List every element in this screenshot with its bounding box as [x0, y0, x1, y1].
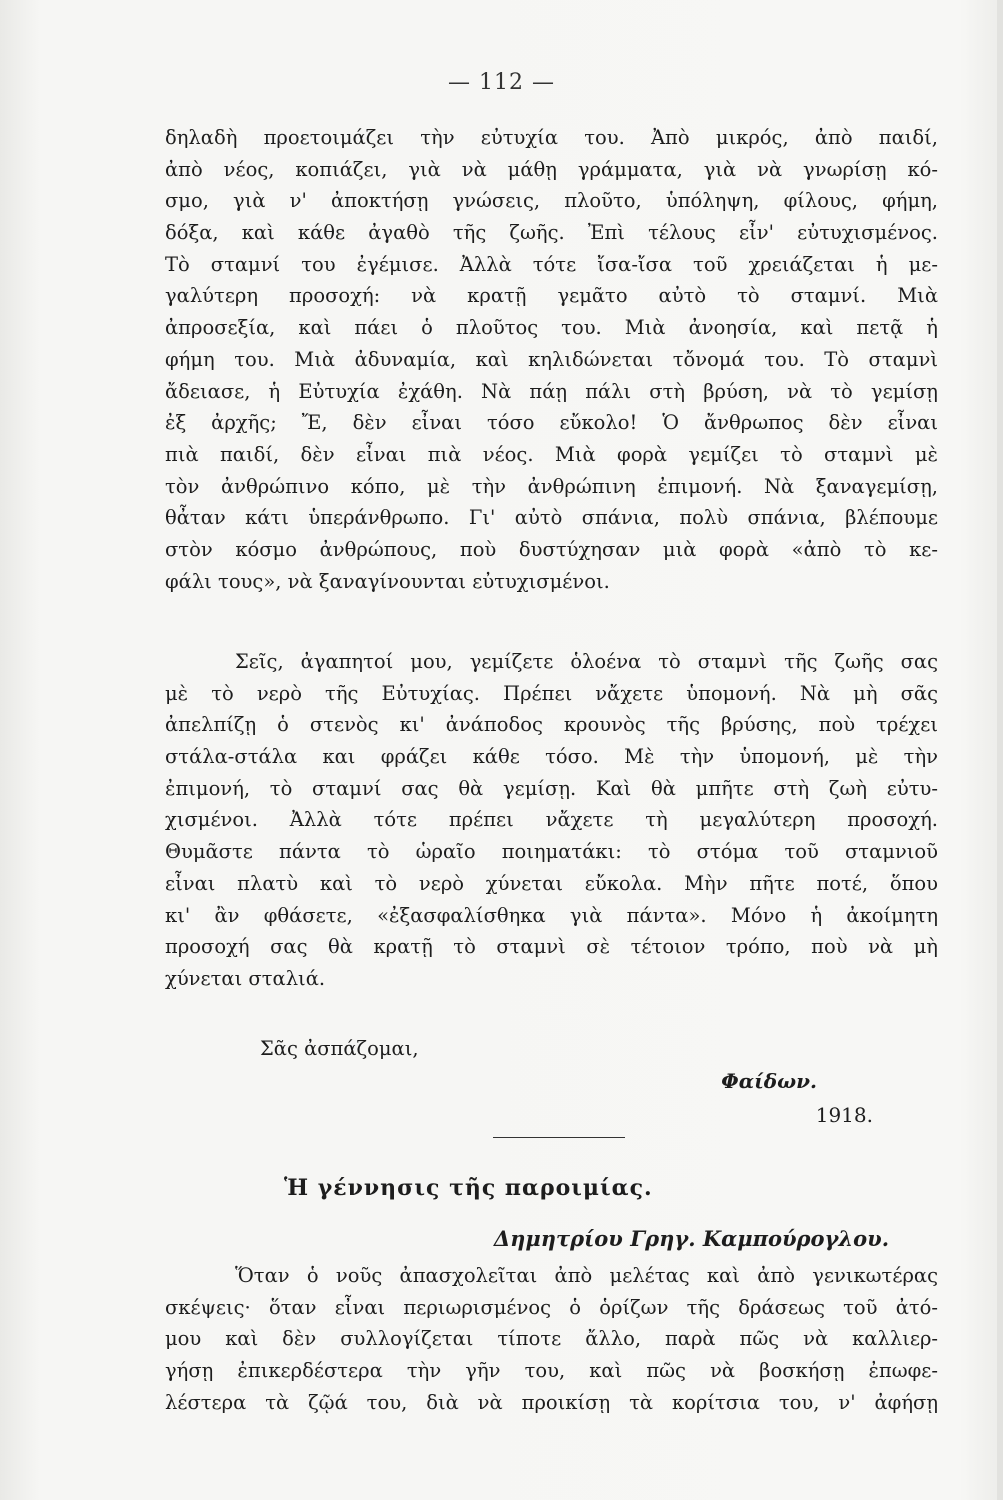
text-line: πιὰ παιδί, δὲν εἶναι πιὰ νέος. Μιὰ φορὰ γεμίζει τὸ σταμνὶ μὲ	[165, 442, 938, 466]
scan-edge	[997, 0, 1003, 1500]
text-line: γήσῃ ἐπικερδέστερα τὴν γῆν του, καὶ πῶς νὰ βοσκήσῃ ἐπωφε-	[165, 1359, 938, 1383]
text-line: προσοχή σας θὰ κρατῇ τὸ σταμνὶ σὲ τέτοιον τρόπο, ποὺ νὰ μὴ	[165, 935, 938, 959]
text-line: τὸν ἀνθρώπινο κόπο, μὲ τὴν ἀνθρώπινη ἐπιμονή. Νὰ ξαναγεμίσῃ,	[165, 474, 938, 498]
text-line: δηλαδὴ προετοιμάζει τὴν εὐτυχία του. Ἀπὸ μικρός, ἀπὸ παιδί,	[165, 126, 938, 149]
article-paragraph	[165, 1260, 938, 1418]
text-line: χισμένοι. Ἀλλὰ τότε πρέπει νἄχετε τὴ μεγαλύτερη προσοχή.	[165, 808, 938, 832]
text-line: μὲ τὸ νερὸ τῆς Εὐτυχίας. Πρέπει νἄχετε ὑπομονή. Νὰ μὴ σᾶς	[165, 681, 938, 705]
text-line: δόξα, καὶ κάθε ἀγαθὸ τῆς ζωῆς. Ἐπὶ τέλους εἶν' εὐτυχισμένος.	[165, 221, 938, 245]
text-line: φήμη του. Μιὰ ἀδυναμία, καὶ κηλιδώνεται τὄνομά του. Τὸ σταμνὶ	[165, 347, 938, 371]
text-line: μου καὶ δὲν συλλογίζεται τίποτε ἄλλο, παρὰ πῶς νὰ καλλιερ-	[165, 1327, 938, 1351]
text-line: σμο, γιὰ ν' ἀποκτήσῃ γνώσεις, πλοῦτο, ὑπόληψη, φίλους, φήμη,	[165, 189, 938, 213]
text-line: Θυμᾶστε πάντα τὸ ὡραῖο ποιηματάκι: τὸ στόμα τοῦ σταμνιοῦ	[165, 840, 938, 864]
section-divider	[493, 1137, 625, 1138]
text-line: στάλα-στάλα και φράζει κάθε τόσο. Μὲ τὴν ὑπομονή, μὲ τὴν	[165, 745, 938, 769]
article-author: Δημητρίου Γρηγ. Καμπούρογλου.	[493, 1226, 889, 1251]
article-title: Ἡ γέννησις τῆς παροιμίας.	[284, 1175, 653, 1201]
text-line: ἐξ ἀρχῆς; Ἔ, δὲν εἶναι τόσο εὔκολο! Ὁ ἄνθρωπος δὲν εἶναι	[165, 411, 938, 435]
page-number: — 112 —	[448, 70, 555, 95]
text-line: κι' ἂν φθάσετε, «ἐξασφαλίσθηκα γιὰ πάντα». Μόνο ἡ ἀκοίμητη	[165, 903, 938, 927]
text-line: ἀπελπίζῃ ὁ στενὸς κι' ἀνάποδος κρουνὸς τῆς βρύσης, ποὺ τρέχει	[165, 713, 938, 737]
text-line: ἄδειασε, ἡ Εὐτυχία ἐχάθη. Νὰ πάῃ πάλι στὴ βρύση, νὰ τὸ γεμίσῃ	[165, 379, 938, 403]
text-line: στὸν κόσμο ἀνθρώπους, ποὺ δυστύχησαν μιὰ φορὰ «ἀπὸ τὸ κε-	[165, 537, 938, 561]
text-line: Τὸ σταμνί του ἐγέμισε. Ἀλλὰ τότε ἴσα-ἴσα τοῦ χρειάζεται ἡ με-	[165, 252, 938, 276]
text-line: Ὅταν ὁ νοῦς ἀπασχολεῖται ἀπὸ μελέτας καὶ ἀπὸ γενικωτέρας	[235, 1264, 938, 1287]
text-line: λέστερα τὰ ζῷά του, διὰ νὰ προικίσῃ τὰ κορίτσια του, ν' ἀφήσῃ	[165, 1390, 938, 1414]
text-line: ἀπὸ νέος, κοπιάζει, γιὰ νὰ μάθῃ γράμματα, γιὰ νὰ γνωρίσῃ κό-	[165, 157, 938, 181]
text-line: Σεῖς, ἀγαπητοί μου, γεμίζετε ὁλοένα τὸ σταμνὶ τῆς ζωῆς σας	[235, 650, 938, 673]
text-line: εἶναι πλατὺ καὶ τὸ νερὸ χύνεται εὔκολα. Μὴν πῆτε ποτέ, ὅπου	[165, 871, 938, 895]
year: 1918.	[815, 1103, 873, 1127]
paragraph-1	[165, 122, 938, 597]
text-line: θἆταν κάτι ὑπεράνθρωπο. Γι' αὐτὸ σπάνια, πολὺ σπάνια, βλέπουμε	[165, 506, 938, 530]
text-line: φάλι τους», νὰ ξαναγίνουνται εὐτυχισμένοι.	[165, 569, 610, 593]
text-line: ἐπιμονή, τὸ σταμνί σας θὰ γεμίσῃ. Καὶ θὰ μπῆτε στὴ ζωὴ εὐτυ-	[165, 776, 938, 800]
text-line: σκέψεις· ὅταν εἶναι περιωρισμένος ὁ ὁρίζων τῆς δράσεως τοῦ ἀτό-	[165, 1295, 938, 1319]
paragraph-2	[165, 646, 938, 995]
text-line: χύνεται σταλιά.	[165, 966, 326, 990]
signature: Φαίδων.	[721, 1069, 817, 1093]
text-line: γαλύτερη προσοχή: νὰ κρατῇ γεμᾶτο αὐτὸ τὸ σταμνί. Μιὰ	[165, 284, 938, 308]
closing-greeting: Σᾶς ἀσπάζομαι,	[260, 1037, 419, 1060]
text-line: ἀπροσεξία, καὶ πάει ὁ πλοῦτος του. Μιὰ ἀνοησία, καὶ πετᾷ ἡ	[165, 316, 938, 340]
